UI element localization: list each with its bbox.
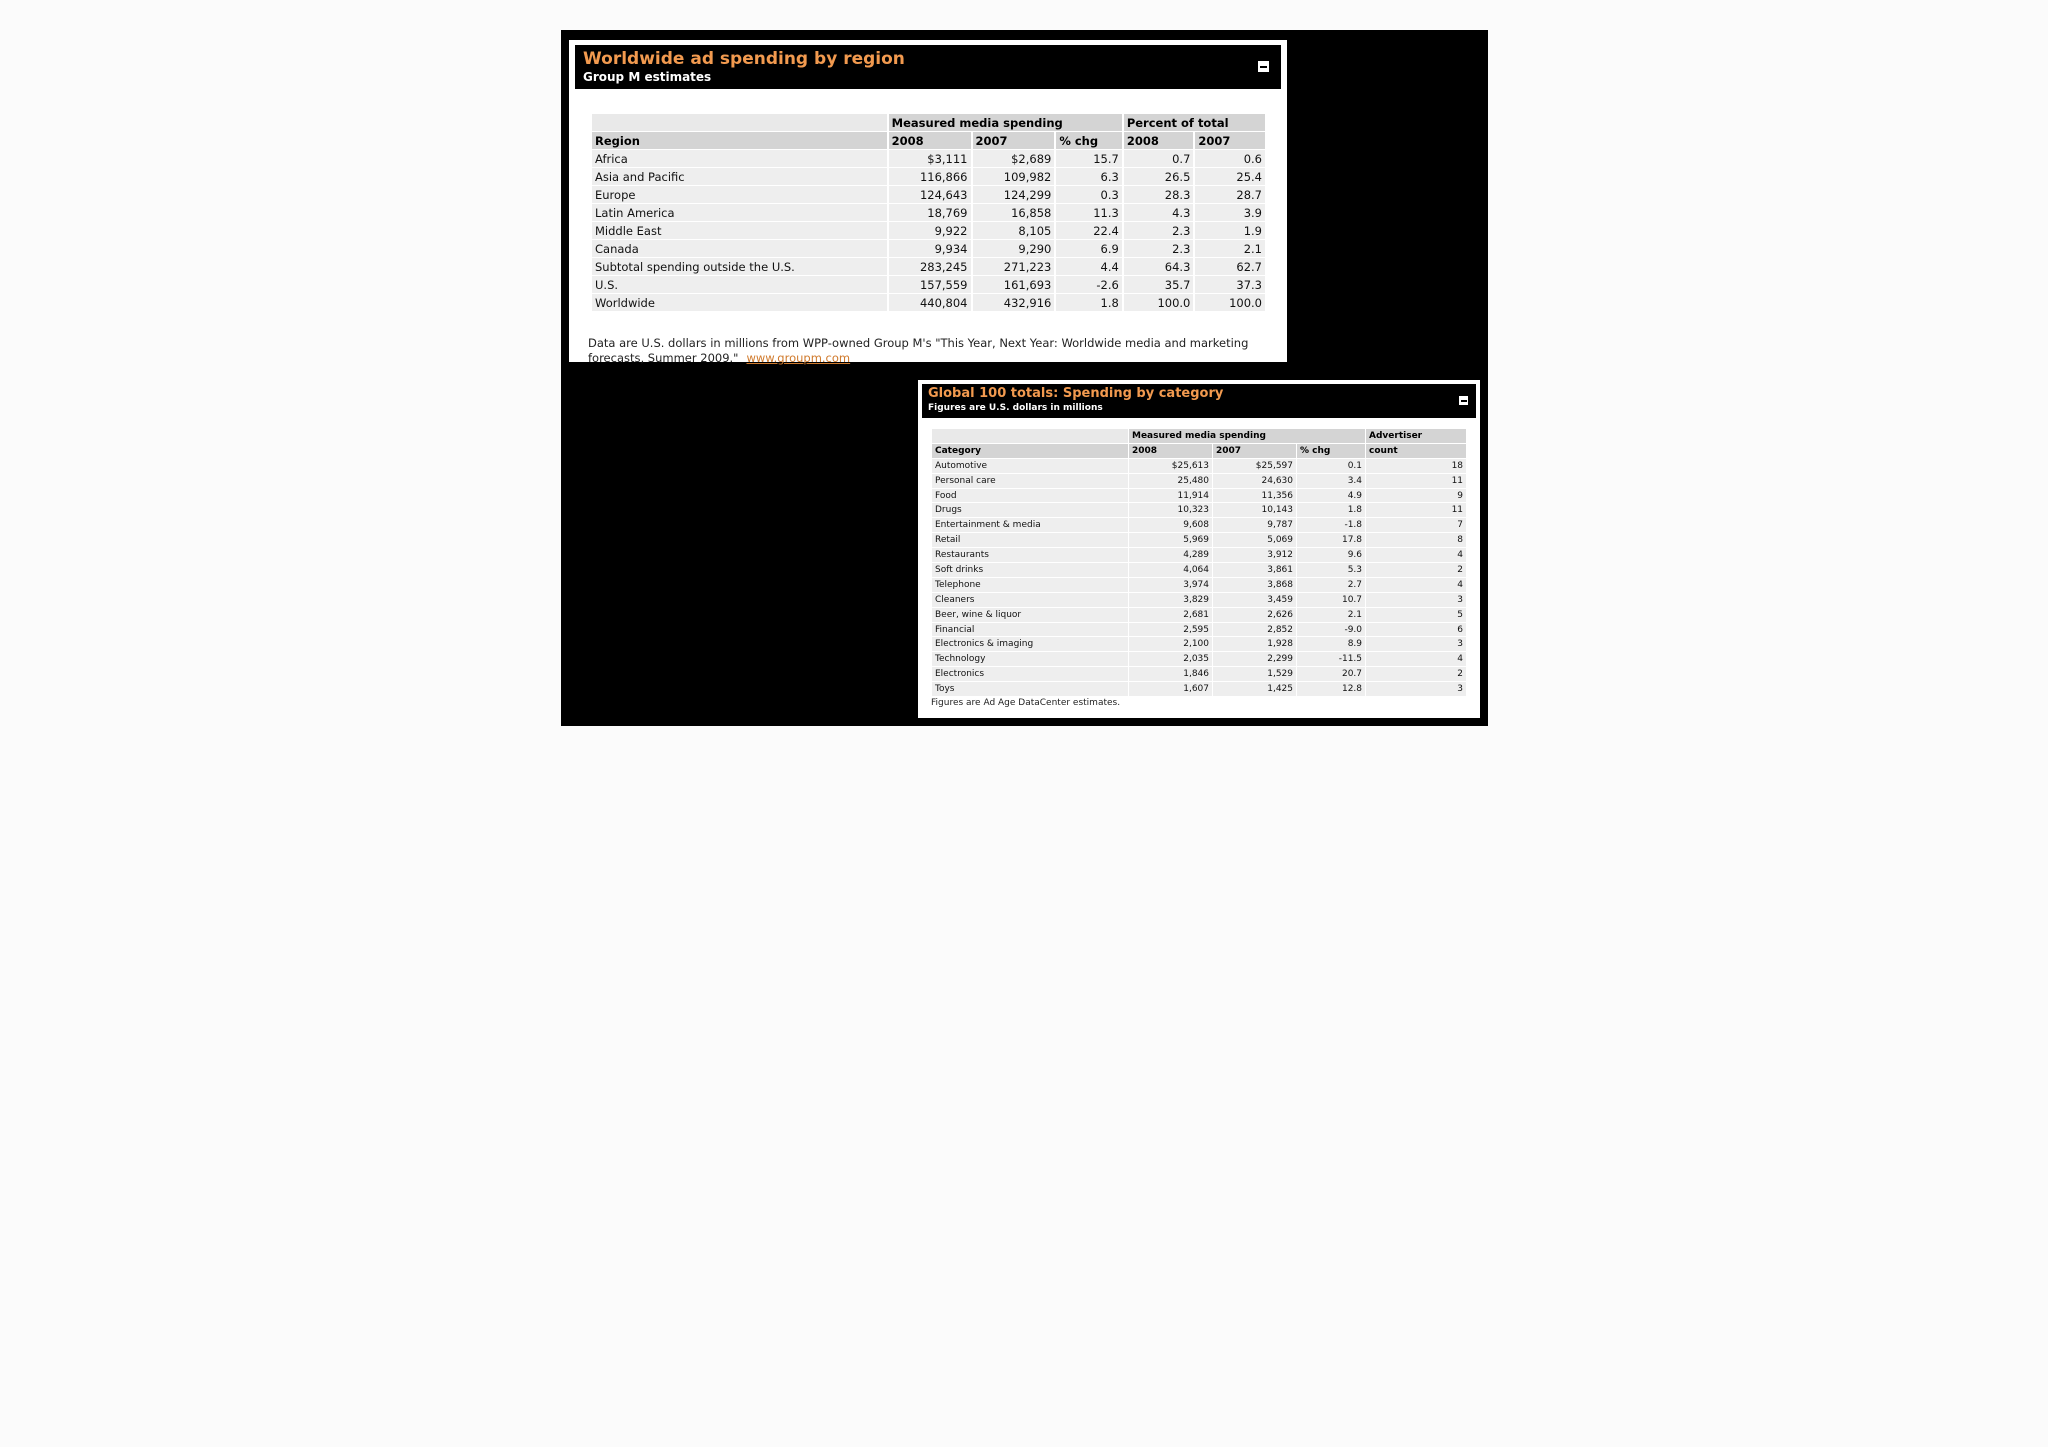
table-cell: 2 — [1366, 667, 1466, 681]
table-row — [592, 276, 1265, 293]
row-label: Beer, wine & liquor — [932, 608, 1128, 622]
footnote: Figures are Ad Age DataCenter estimates. — [931, 698, 1121, 708]
table-cell: $25,597 — [1213, 459, 1296, 473]
table-cell: 157,559 — [889, 276, 971, 293]
table-cell: 4,064 — [1129, 563, 1212, 577]
table-cell: 1,607 — [1129, 682, 1212, 696]
table-cell: 2.1 — [1195, 240, 1265, 257]
table-cell: 9,608 — [1129, 518, 1212, 532]
regional-spending-panel — [569, 40, 1287, 365]
table-cell: 3 — [1366, 637, 1466, 651]
table-cell: 100.0 — [1195, 294, 1265, 311]
table-cell: 0.3 — [1056, 186, 1121, 203]
table-row — [592, 240, 1265, 257]
table-cell: 3,912 — [1213, 548, 1296, 562]
table-cell: 18 — [1366, 459, 1466, 473]
table-cell: 24,630 — [1213, 474, 1296, 488]
row-label: Telephone — [932, 578, 1128, 592]
table-cell: 2,595 — [1129, 623, 1212, 637]
table-cell: -9.0 — [1297, 623, 1365, 637]
table-cell: 4.4 — [1056, 258, 1121, 275]
table-cell: 1.8 — [1056, 294, 1121, 311]
table-cell: 3,861 — [1213, 563, 1296, 577]
row-label: Worldwide — [592, 294, 887, 311]
table-cell: 10.7 — [1297, 593, 1365, 607]
table-cell: 9,934 — [889, 240, 971, 257]
row-label: Financial — [932, 623, 1128, 637]
column-header: % chg — [1297, 444, 1365, 458]
groupm-link[interactable]: www.groupm.com — [746, 351, 851, 365]
table-cell: 1,529 — [1213, 667, 1296, 681]
table-cell: 7 — [1366, 518, 1466, 532]
minus-square-icon[interactable] — [1459, 396, 1468, 405]
table-cell: 3,974 — [1129, 578, 1212, 592]
table-cell: 11,914 — [1129, 489, 1212, 503]
table-cell: 1,425 — [1213, 682, 1296, 696]
table-row — [932, 623, 1466, 637]
table-cell: 0.6 — [1195, 150, 1265, 167]
table-cell: 6.3 — [1056, 168, 1121, 185]
table-row — [932, 533, 1466, 547]
table-cell: 22.4 — [1056, 222, 1121, 239]
group-header-percent: Percent of total — [1124, 114, 1265, 131]
table-cell: 25.4 — [1195, 168, 1265, 185]
table-cell: 1,928 — [1213, 637, 1296, 651]
table-cell: 2,626 — [1213, 608, 1296, 622]
table-cell: 9,290 — [973, 240, 1055, 257]
minus-square-icon[interactable] — [1258, 61, 1269, 72]
table-cell: 3,829 — [1129, 593, 1212, 607]
table-cell: 11.3 — [1056, 204, 1121, 221]
table-cell: 4 — [1366, 578, 1466, 592]
table-row — [592, 258, 1265, 275]
table-cell: 35.7 — [1124, 276, 1194, 293]
table-cell: 2,299 — [1213, 652, 1296, 666]
table-cell: 28.7 — [1195, 186, 1265, 203]
row-label: Soft drinks — [932, 563, 1128, 577]
column-header: 2007 — [1213, 444, 1296, 458]
table-row — [592, 150, 1265, 167]
table-cell: 62.7 — [1195, 258, 1265, 275]
row-label: Technology — [932, 652, 1128, 666]
table-cell: 9,787 — [1213, 518, 1296, 532]
category-spending-panel — [918, 380, 1480, 718]
table-cell: 3,459 — [1213, 593, 1296, 607]
table-cell: 12.8 — [1297, 682, 1365, 696]
table-cell: 5 — [1366, 608, 1466, 622]
table-cell: 0.7 — [1124, 150, 1194, 167]
table-cell: 4 — [1366, 548, 1466, 562]
column-header: count — [1366, 444, 1466, 458]
column-header: 2008 — [1124, 132, 1194, 149]
row-label: Toys — [932, 682, 1128, 696]
table-cell: 3,868 — [1213, 578, 1296, 592]
table-cell: 3.9 — [1195, 204, 1265, 221]
table-cell: 2 — [1366, 563, 1466, 577]
table-cell: 5,069 — [1213, 533, 1296, 547]
table-cell: -1.8 — [1297, 518, 1365, 532]
table-row — [932, 682, 1466, 696]
row-label: Subtotal spending outside the U.S. — [592, 258, 887, 275]
table-cell: -2.6 — [1056, 276, 1121, 293]
table-cell: 16,858 — [973, 204, 1055, 221]
table-cell: 8.9 — [1297, 637, 1365, 651]
image-canvas — [561, 30, 1488, 726]
table-cell: 28.3 — [1124, 186, 1194, 203]
table-cell: 1,846 — [1129, 667, 1212, 681]
row-label: Africa — [592, 150, 887, 167]
table-cell: 20.7 — [1297, 667, 1365, 681]
row-label: Food — [932, 489, 1128, 503]
table-cell: $3,111 — [889, 150, 971, 167]
table-row — [932, 608, 1466, 622]
table-cell: 26.5 — [1124, 168, 1194, 185]
table-cell: 2.3 — [1124, 240, 1194, 257]
table-cell: 432,916 — [973, 294, 1055, 311]
table-cell: 5.3 — [1297, 563, 1365, 577]
panel-header — [922, 384, 1476, 418]
row-label: Europe — [592, 186, 887, 203]
table-cell: 161,693 — [973, 276, 1055, 293]
column-header: Region — [592, 132, 887, 149]
regional-spending-table — [590, 113, 1267, 312]
row-label: U.S. — [592, 276, 887, 293]
column-header: 2008 — [889, 132, 971, 149]
table-cell: 11 — [1366, 503, 1466, 517]
table-cell: 10,323 — [1129, 503, 1212, 517]
row-label: Middle East — [592, 222, 887, 239]
table-row — [592, 222, 1265, 239]
table-row — [932, 518, 1466, 532]
row-label: Asia and Pacific — [592, 168, 887, 185]
table-cell: 4 — [1366, 652, 1466, 666]
row-label: Retail — [932, 533, 1128, 547]
panel-title: Global 100 totals: Spending by category — [928, 386, 1224, 401]
table-row — [932, 593, 1466, 607]
panel-title: Worldwide ad spending by region — [583, 49, 905, 69]
row-label: Entertainment & media — [932, 518, 1128, 532]
table-row — [932, 503, 1466, 517]
group-header-advertiser: Advertiser — [1366, 429, 1466, 443]
category-spending-table — [931, 428, 1467, 697]
row-label: Cleaners — [932, 593, 1128, 607]
table-cell: 109,982 — [973, 168, 1055, 185]
table-cell: 124,299 — [973, 186, 1055, 203]
table-row — [932, 548, 1466, 562]
panel-subtitle: Group M estimates — [583, 70, 712, 84]
footnote-text: Data are U.S. dollars in millions from WPP-owned Group M's "This Year, Next Year: Worldwide media and marketing forecasts, Summer 2009." — [588, 336, 1249, 365]
table-cell: 4,289 — [1129, 548, 1212, 562]
panel-header — [575, 45, 1281, 89]
table-cell: 37.3 — [1195, 276, 1265, 293]
footnote — [588, 336, 1278, 366]
table-cell: 2,035 — [1129, 652, 1212, 666]
table-cell: 2.1 — [1297, 608, 1365, 622]
row-label: Restaurants — [932, 548, 1128, 562]
header-blank — [592, 114, 887, 131]
table-cell: 11 — [1366, 474, 1466, 488]
table-cell: 3 — [1366, 682, 1466, 696]
table-row — [932, 459, 1466, 473]
table-cell: 9,922 — [889, 222, 971, 239]
table-row — [932, 474, 1466, 488]
row-label: Electronics & imaging — [932, 637, 1128, 651]
table-row — [932, 578, 1466, 592]
column-header: Category — [932, 444, 1128, 458]
table-cell: 18,769 — [889, 204, 971, 221]
group-header-spending: Measured media spending — [889, 114, 1122, 131]
table-cell: 2,681 — [1129, 608, 1212, 622]
table-cell: 440,804 — [889, 294, 971, 311]
row-label: Latin America — [592, 204, 887, 221]
table-cell: 3 — [1366, 593, 1466, 607]
column-header: % chg — [1056, 132, 1121, 149]
header-blank — [932, 429, 1128, 443]
table-cell: 6.9 — [1056, 240, 1121, 257]
table-row — [932, 489, 1466, 503]
column-header: 2007 — [1195, 132, 1265, 149]
column-header: 2007 — [973, 132, 1055, 149]
row-label: Electronics — [932, 667, 1128, 681]
table-cell: 2.7 — [1297, 578, 1365, 592]
table-cell: 11,356 — [1213, 489, 1296, 503]
row-label: Automotive — [932, 459, 1128, 473]
row-label: Drugs — [932, 503, 1128, 517]
table-cell: 1.9 — [1195, 222, 1265, 239]
column-header: 2008 — [1129, 444, 1212, 458]
table-cell: 2,852 — [1213, 623, 1296, 637]
table-row — [932, 667, 1466, 681]
row-label: Personal care — [932, 474, 1128, 488]
table-cell: 124,643 — [889, 186, 971, 203]
table-cell: 10,143 — [1213, 503, 1296, 517]
table-cell: 64.3 — [1124, 258, 1194, 275]
table-cell: 1.8 — [1297, 503, 1365, 517]
table-cell: 2.3 — [1124, 222, 1194, 239]
table-row — [592, 168, 1265, 185]
table-cell: 4.9 — [1297, 489, 1365, 503]
table-row — [592, 204, 1265, 221]
table-cell: 9.6 — [1297, 548, 1365, 562]
table-cell: 15.7 — [1056, 150, 1121, 167]
table-cell: 116,866 — [889, 168, 971, 185]
table-cell: 4.3 — [1124, 204, 1194, 221]
table-cell: 25,480 — [1129, 474, 1212, 488]
table-cell: 271,223 — [973, 258, 1055, 275]
table-row — [592, 294, 1265, 311]
table-cell: 9 — [1366, 489, 1466, 503]
table-cell: 0.1 — [1297, 459, 1365, 473]
row-label: Canada — [592, 240, 887, 257]
table-cell: 3.4 — [1297, 474, 1365, 488]
table-cell: -11.5 — [1297, 652, 1365, 666]
table-cell: $2,689 — [973, 150, 1055, 167]
table-cell: 2,100 — [1129, 637, 1212, 651]
table-cell: 283,245 — [889, 258, 971, 275]
table-row — [932, 637, 1466, 651]
table-cell: 100.0 — [1124, 294, 1194, 311]
table-cell: 5,969 — [1129, 533, 1212, 547]
table-row — [932, 563, 1466, 577]
table-cell: 8,105 — [973, 222, 1055, 239]
table-row — [592, 186, 1265, 203]
table-cell: 17.8 — [1297, 533, 1365, 547]
panel-subtitle: Figures are U.S. dollars in millions — [928, 403, 1103, 413]
group-header-spending: Measured media spending — [1129, 429, 1365, 443]
table-cell: 8 — [1366, 533, 1466, 547]
table-row — [932, 652, 1466, 666]
table-cell: $25,613 — [1129, 459, 1212, 473]
table-cell: 6 — [1366, 623, 1466, 637]
